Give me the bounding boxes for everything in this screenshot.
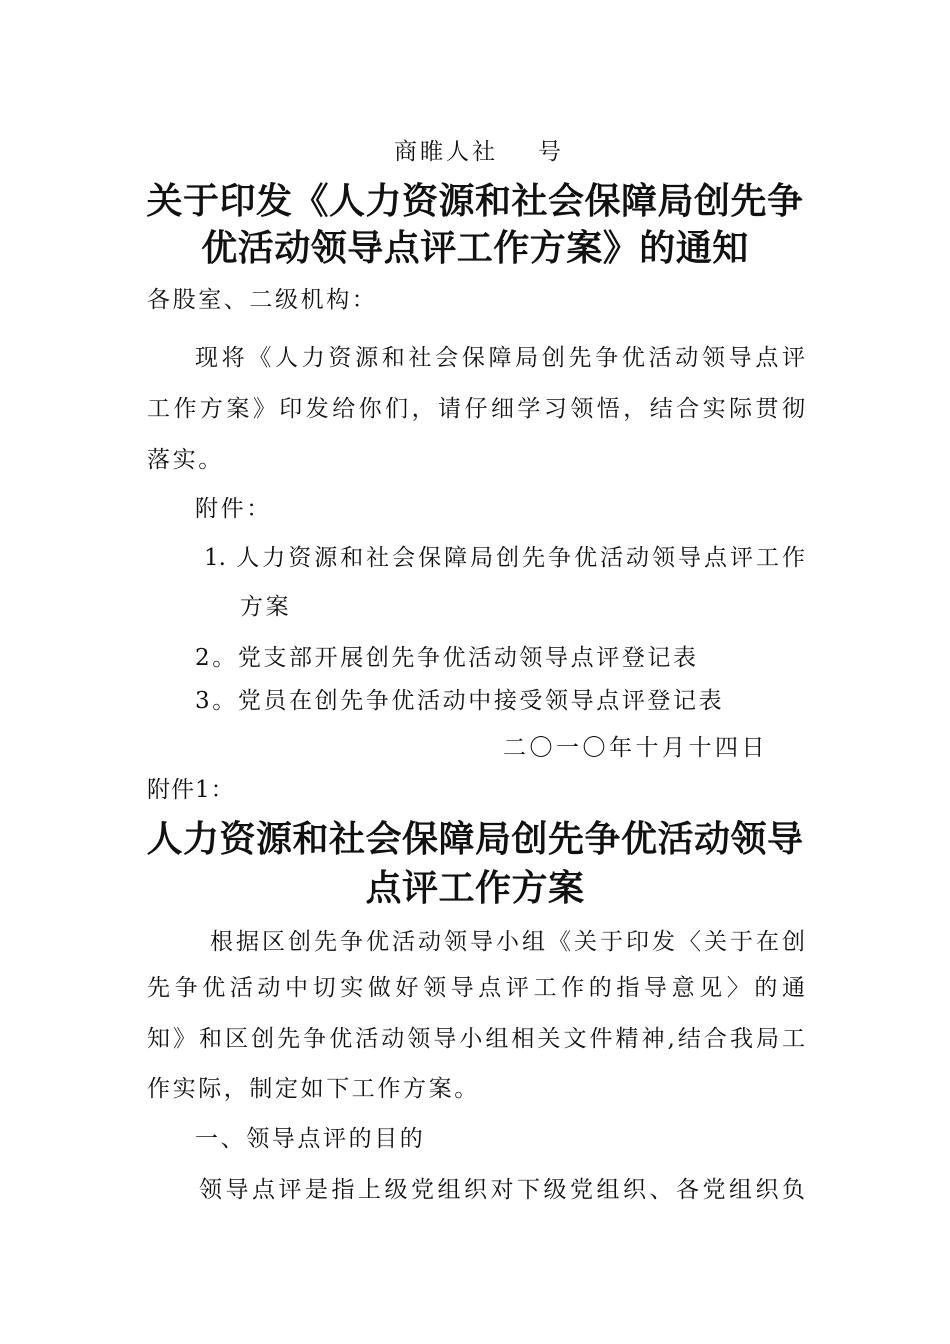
notice-title-line-1: 关于印发《人力资源和社会保障局创先争 <box>146 181 804 222</box>
attachment-item-1: 1. 人力资源和社会保障局创先争优活动领导点评工作 <box>204 545 805 571</box>
notice-body-line-3: 落实。 <box>147 447 224 473</box>
plan-intro-line-2: 先争优活动中切实做好领导点评工作的指导意见〉的通 <box>147 975 805 1001</box>
document-number-prefix: 商睢人社 <box>394 139 498 165</box>
plan-intro-line-4: 作实际，制定如下工作方案。 <box>147 1076 480 1102</box>
attachment-label: 附件1： <box>147 777 235 803</box>
notice-body-line-1: 现将《人力资源和社会保障局创先争优活动领导点评 <box>195 345 805 371</box>
section-1-paragraph-line-1: 领导点评是指上级党组织对下级党组织、各党组织负 <box>199 1177 805 1203</box>
attachment-item-3: 3。党员在创先争优活动中接受领导点评登记表 <box>195 688 725 714</box>
attachment-item-1-continued: 方案 <box>240 594 292 620</box>
section-1-heading: 一、领导点评的目的 <box>195 1126 426 1152</box>
document-number-suffix: 号 <box>538 139 564 165</box>
plan-intro-line-1: 根据区创先争优活动领导小组《关于印发〈关于在创 <box>210 929 805 955</box>
notice-title-line-2: 优活动领导点评工作方案》的通知 <box>201 228 749 269</box>
plan-title-line-1: 人力资源和社会保障局创先争优活动领导 <box>146 819 804 860</box>
attachments-label: 附件： <box>195 496 272 522</box>
document-number <box>394 137 564 167</box>
plan-title-line-2: 点评工作方案 <box>365 868 585 909</box>
notice-recipient: 各股室、二级机构： <box>147 287 378 313</box>
plan-intro-line-3: 知》和区创先争优活动领导小组相关文件精神,结合我局工 <box>147 1026 805 1052</box>
notice-date: 二〇一〇年十月十四日 <box>503 735 768 761</box>
attachment-item-2: 2。党支部开展创先争优活动领导点评登记表 <box>195 645 699 671</box>
notice-body-line-2: 工作方案》印发给你们，请仔细学习领悟，结合实际贯彻 <box>147 396 805 422</box>
